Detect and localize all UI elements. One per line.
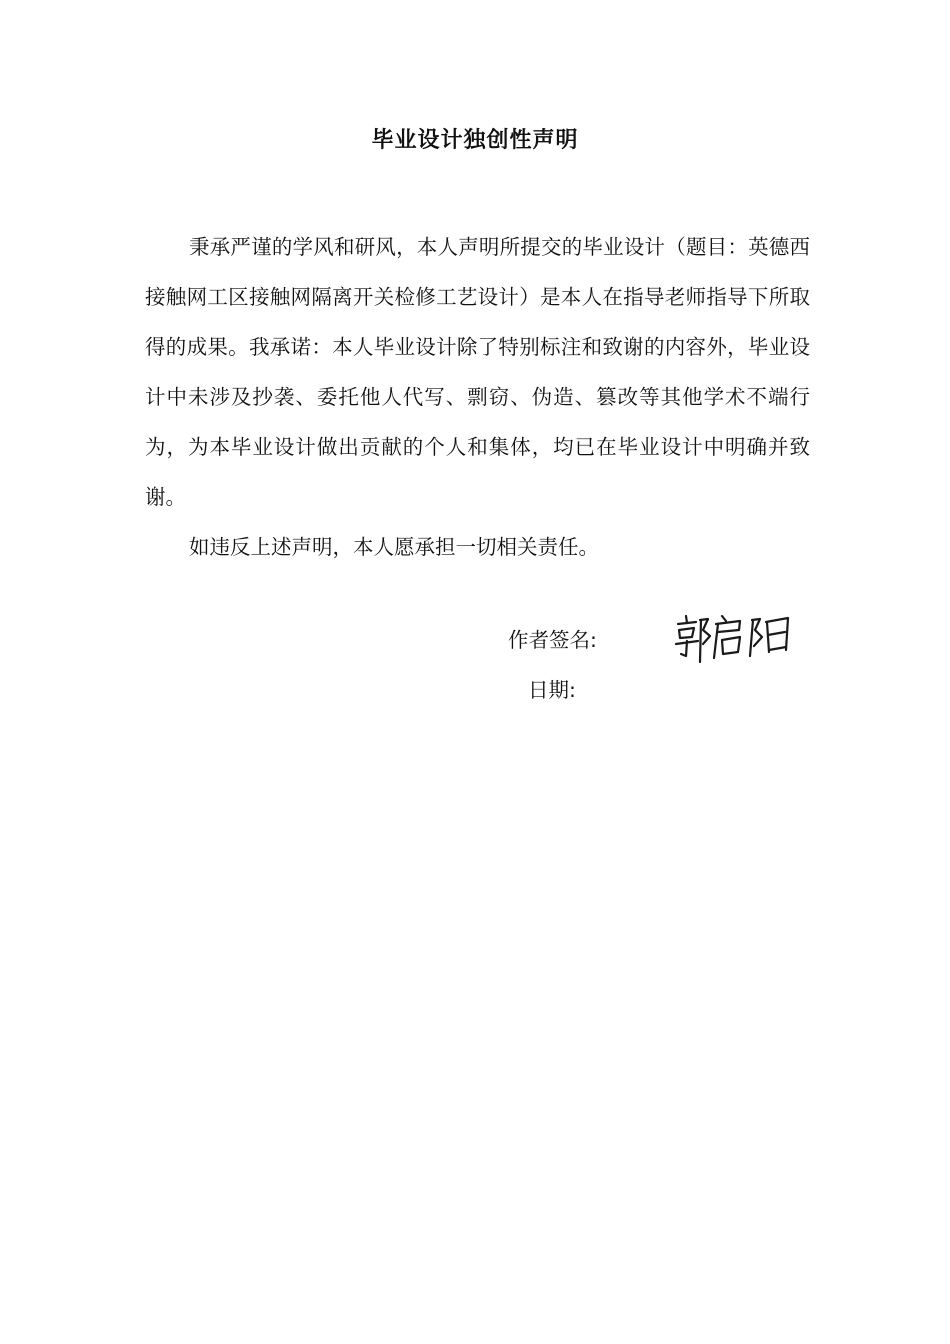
handwritten-signature [670, 610, 800, 670]
declaration-body [145, 222, 810, 572]
author-signature-label: 作者签名: [508, 628, 597, 652]
declaration-paragraph-main: 秉承严谨的学风和研风，本人声明所提交的毕业设计（题目：英德西接触网工区接触网隔离开关检修工艺设计）是本人在指导老师指导下所取得的成果。我承诺：本人毕业设计除了特别标注和致谢的内容外，毕业设计中未涉及抄袭、委托他人代写、剽窃、伪造、篡改等其他学术不端行为，为本毕业设计做出贡献的个人和集体，均已在毕业设计中明确并致谢。 [145, 235, 810, 509]
date-label: 日期: [528, 678, 576, 702]
declaration-paragraph-responsibility: 如违反上述声明，本人愿承担一切相关责任。 [189, 535, 599, 559]
page-title: 毕业设计独创性声明 [371, 128, 579, 153]
